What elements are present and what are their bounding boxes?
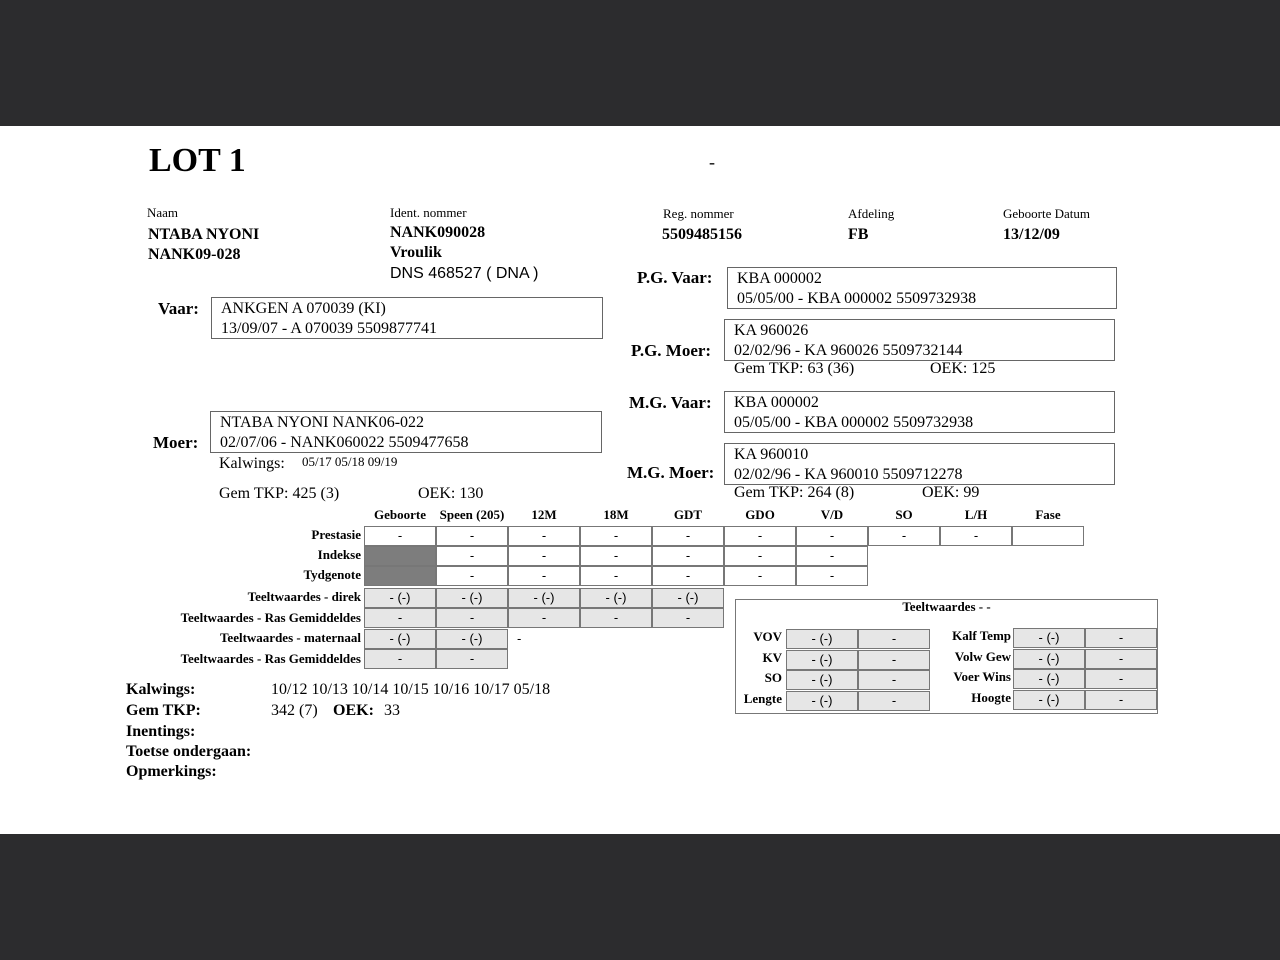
naam-value: NTABA NYONI bbox=[148, 226, 260, 243]
indekse-cell: - bbox=[724, 546, 796, 566]
tw-right-value: - (-) bbox=[1013, 628, 1085, 648]
tw-mat-label: Teeltwaardes - maternaal bbox=[219, 630, 361, 645]
prestasie-label: Prestasie bbox=[311, 527, 361, 542]
tw-ras1-cell: - bbox=[364, 608, 436, 628]
moer-label: Moer: bbox=[153, 433, 199, 452]
pg-vaar-line2: 05/05/00 - KBA 000002 5509732938 bbox=[737, 290, 977, 307]
tw-ras1-cell: - bbox=[580, 608, 652, 628]
tydgenote-cell: - bbox=[508, 566, 580, 586]
pg-moer-gem-tkp: Gem TKP: 63 (36) bbox=[734, 360, 855, 377]
tw-left-value: - (-) bbox=[786, 670, 858, 690]
tw-right-value: - bbox=[1085, 690, 1157, 710]
tw-mat-cell: - (-) bbox=[436, 629, 508, 649]
tw-left-value: - (-) bbox=[786, 691, 858, 711]
tw-mat-cell: - (-) bbox=[364, 629, 436, 649]
indekse-cell: - bbox=[796, 546, 868, 566]
prestasie-cell bbox=[1012, 526, 1084, 546]
prestasie-cell: - bbox=[652, 526, 724, 546]
afdeling-label: Afdeling bbox=[848, 206, 895, 221]
prestasie-cell: - bbox=[508, 526, 580, 546]
tw-left-label: KV bbox=[762, 650, 782, 665]
tw-left-value: - (-) bbox=[786, 650, 858, 670]
tydgenote-cell: - bbox=[724, 566, 796, 586]
prestasie-cell: - bbox=[580, 526, 652, 546]
prestasie-cell: - bbox=[436, 526, 508, 546]
mg-vaar-line1: KBA 000002 bbox=[734, 394, 819, 411]
tw-left-label: Lengte bbox=[743, 691, 782, 706]
tw-direk-cell: - (-) bbox=[364, 588, 436, 608]
tw-right-label: Voer Wins bbox=[953, 669, 1011, 684]
tw-right-value: - bbox=[1085, 628, 1157, 648]
naam-label: Naam bbox=[147, 205, 179, 220]
pg-vaar-box bbox=[727, 267, 1117, 309]
tw-direk-cell: - (-) bbox=[652, 588, 724, 608]
reg-label: Reg. nommer bbox=[663, 206, 734, 221]
moer-gem-tkp: Gem TKP: 425 (3) bbox=[219, 485, 340, 502]
mg-moer-box bbox=[724, 443, 1115, 485]
mg-vaar-line2: 05/05/00 - KBA 000002 5509732938 bbox=[734, 414, 974, 431]
tw-left-value: - bbox=[858, 650, 930, 670]
tw-left-label: SO bbox=[764, 670, 782, 685]
pg-vaar-line1: KBA 000002 bbox=[737, 270, 822, 287]
mg-moer-label: M.G. Moer: bbox=[627, 463, 715, 482]
indekse-cell: - bbox=[580, 546, 652, 566]
mg-vaar-label: M.G. Vaar: bbox=[629, 393, 712, 412]
prestasie-cell: - bbox=[796, 526, 868, 546]
indekse-cell: - bbox=[508, 546, 580, 566]
kalwings-value: 10/12 10/13 10/14 10/15 10/16 10/17 05/18 bbox=[271, 681, 551, 698]
prestasie-cell: - bbox=[868, 526, 940, 546]
tw-left-value: - (-) bbox=[786, 629, 858, 649]
reg-value: 5509485156 bbox=[662, 226, 742, 243]
indekse-label: Indekse bbox=[317, 547, 361, 562]
prestasie-cell: - bbox=[724, 526, 796, 546]
gem-tkp-value: 342 (7) bbox=[271, 702, 318, 719]
vaar-box bbox=[211, 297, 603, 339]
top-dash: - bbox=[709, 152, 715, 172]
geboorte-value: 13/12/09 bbox=[1003, 226, 1060, 243]
teeltwaardes-title: Teeltwaardes - - bbox=[902, 599, 991, 614]
afdeling-value: FB bbox=[848, 226, 869, 243]
indekse-cell-shaded bbox=[364, 546, 436, 566]
ident-value: NANK090028 bbox=[390, 224, 486, 241]
tw-right-label: Hoogte bbox=[971, 690, 1011, 705]
tw-left-value: - bbox=[858, 691, 930, 711]
mg-moer-gem-tkp: Gem TKP: 264 (8) bbox=[734, 484, 855, 501]
col-fase: Fase bbox=[1035, 507, 1061, 522]
tw-right-value: - (-) bbox=[1013, 690, 1085, 710]
mg-vaar-box bbox=[724, 391, 1115, 433]
ident-label: Ident. nommer bbox=[390, 205, 467, 220]
vaar-line2: 13/09/07 - A 070039 5509877741 bbox=[221, 320, 438, 337]
tw-right-label: Volw Gew bbox=[954, 649, 1011, 664]
tw-direk-cell: - (-) bbox=[508, 588, 580, 608]
mg-moer-line1: KA 960010 bbox=[734, 446, 809, 463]
col-vd: V/D bbox=[820, 507, 844, 522]
vaar-line1: ANKGEN A 070039 (KI) bbox=[221, 300, 386, 317]
oek-label: OEK: bbox=[333, 702, 374, 719]
moer-oek: OEK: 130 bbox=[418, 485, 484, 502]
tw-ras1-cell: - bbox=[652, 608, 724, 628]
tw-direk-label: Teeltwaardes - direk bbox=[247, 589, 361, 604]
tw-right-label: Kalf Temp bbox=[952, 628, 1011, 643]
tw-ras1-cell: - bbox=[508, 608, 580, 628]
toetse-label: Toetse ondergaan: bbox=[126, 743, 252, 760]
tydgenote-cell: - bbox=[796, 566, 868, 586]
tw-ras2-label: Teeltwaardes - Ras Gemiddeldes bbox=[180, 651, 361, 666]
moer-kalwings-label: Kalwings: bbox=[219, 455, 285, 472]
indekse-cell: - bbox=[436, 546, 508, 566]
col-so: SO bbox=[895, 507, 913, 522]
tw-direk-cell: - (-) bbox=[436, 588, 508, 608]
prestasie-cell: - bbox=[940, 526, 1012, 546]
pg-moer-box bbox=[724, 319, 1115, 361]
pg-vaar-label: P.G. Vaar: bbox=[637, 268, 713, 287]
tw-left-value: - bbox=[858, 670, 930, 690]
mg-moer-line2: 02/02/96 - KA 960010 5509712278 bbox=[734, 466, 963, 483]
geboorte-label: Geboorte Datum bbox=[1003, 206, 1091, 221]
col-geboorte: Geboorte bbox=[374, 507, 426, 522]
tw-ras2-cell: - bbox=[436, 649, 508, 669]
tw-left-label: VOV bbox=[753, 629, 782, 644]
moer-box bbox=[210, 411, 602, 453]
tw-ras1-cell: - bbox=[436, 608, 508, 628]
mg-moer-oek: OEK: 99 bbox=[922, 484, 980, 501]
moer-kalwings: 05/17 05/18 09/19 bbox=[302, 454, 398, 469]
tw-ras2-cell: - bbox=[364, 649, 436, 669]
tw-direk-cell: - (-) bbox=[580, 588, 652, 608]
tw-right-value: - bbox=[1085, 649, 1157, 669]
gem-tkp-label: Gem TKP: bbox=[126, 702, 201, 719]
col-gdo: GDO bbox=[745, 507, 775, 522]
tw-left-value: - bbox=[858, 629, 930, 649]
tydgenote-cell: - bbox=[652, 566, 724, 586]
tydgenote-cell-shaded bbox=[364, 566, 436, 586]
prestasie-cell: - bbox=[364, 526, 436, 546]
tw-right-value: - bbox=[1085, 669, 1157, 689]
col-18m: 18M bbox=[603, 507, 629, 522]
dns-value: DNS 468527 ( DNA ) bbox=[390, 265, 539, 282]
col-lh: L/H bbox=[964, 507, 988, 522]
tydgenote-cell: - bbox=[436, 566, 508, 586]
pg-moer-line2: 02/02/96 - KA 960026 5509732144 bbox=[734, 342, 963, 359]
tydgenote-label: Tydgenote bbox=[303, 567, 361, 582]
naam-code: NANK09-028 bbox=[148, 246, 241, 263]
tw-ras1-label: Teeltwaardes - Ras Gemiddeldes bbox=[180, 610, 361, 625]
moer-line2: 02/07/06 - NANK060022 5509477658 bbox=[220, 434, 469, 451]
lot-title: LOT 1 bbox=[149, 142, 246, 179]
tw-right-value: - (-) bbox=[1013, 649, 1085, 669]
oek-value: 33 bbox=[384, 702, 400, 719]
tw-mat-extra: - bbox=[517, 631, 522, 646]
moer-line1: NTABA NYONI NANK06-022 bbox=[220, 414, 425, 431]
sex-value: Vroulik bbox=[390, 244, 442, 261]
document-page bbox=[0, 126, 1280, 834]
inentings-label: Inentings: bbox=[126, 723, 196, 740]
col-speen: Speen (205) bbox=[439, 507, 505, 522]
indekse-cell: - bbox=[652, 546, 724, 566]
tw-right-value: - (-) bbox=[1013, 669, 1085, 689]
tydgenote-cell: - bbox=[580, 566, 652, 586]
pg-moer-oek: OEK: 125 bbox=[930, 360, 996, 377]
col-12m: 12M bbox=[531, 507, 557, 522]
pg-moer-label: P.G. Moer: bbox=[631, 341, 712, 360]
opmerkings-label: Opmerkings: bbox=[126, 763, 217, 780]
col-gdt: GDT bbox=[673, 507, 703, 522]
kalwings-label: Kalwings: bbox=[126, 681, 196, 698]
pg-moer-line1: KA 960026 bbox=[734, 322, 809, 339]
vaar-label: Vaar: bbox=[158, 299, 199, 318]
